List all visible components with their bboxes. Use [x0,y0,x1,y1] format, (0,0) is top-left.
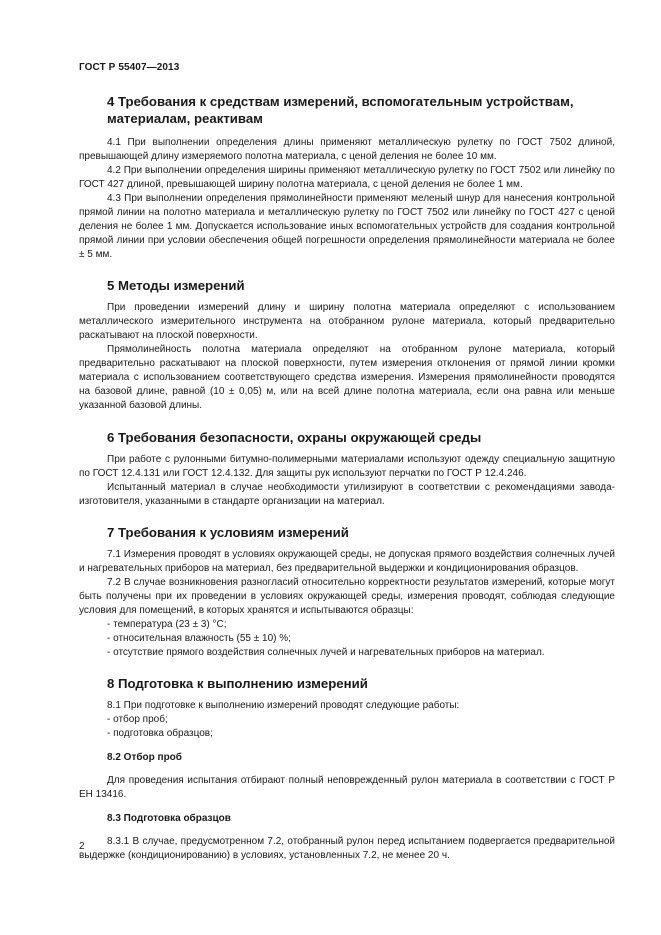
document-code: ГОСТ Р 55407—2013 [79,62,180,73]
page-number: 2 [79,841,85,852]
paragraph-8-3-1: 8.3.1 В случае, предусмотренном 7.2, отобранный рулон перед испытанием подвергается предварительной выдержке (кондиционированию) в условиях, установленных 7.2, не менее 20 ч. [79,836,615,861]
list-item-specimen-prep: - подготовка образцов; [107,728,213,739]
paragraph-6-2: Испытанный материал в случае необходимости утилизируют в соответствии с рекомендациями завода-изготовителя, указанными в стандарте организации на материал. [79,482,615,507]
list-item-sampling: - отбор проб; [107,714,168,725]
section-5-title: 5 Методы измерений [107,278,245,293]
paragraph-8-1: 8.1 При подготовке к выполнению измерений проводят следующие работы: [107,700,460,711]
section-4-title [79,93,615,127]
paragraph-8-2: Для проведения испытания отбирают полный неповрежденный рулон материала в соответствии с ГОСТ Р ЕН 13416. [79,775,615,800]
section-4-title-line2: материалам, реактивам [107,111,263,126]
section-6-title: 6 Требования безопасности, охраны окружающей среды [107,430,482,445]
list-item-temperature: - температура (23 ± 3) °C; [107,619,227,630]
paragraph-5-1: При проведении измерений длину и ширину полотна материала определяют с использованием металлического измерительного инструмента на отобранном рулоне материала, который предварительно раскатывают на плоской поверхности. [79,302,615,341]
paragraph-4-3: 4.3 При выполнении определения прямолинейности применяют меленый шнур для нанесения контрольной прямой линии на полотно материала и металлическую рулетку по ГОСТ 7502 или линейку по ГОСТ 427 с ценой деления не более 1 мм. Допускается использование иных вспомогательных устройств для создания контрольной прямой линии при условии обеспечения общей погрешности определения прямолинейности материала не более ± 5 мм. [79,193,615,260]
page-content [79,88,615,863]
list-item-no-direct-exposure: - отсутствие прямого воздействия солнечных лучей и нагревательных приборов на материал. [107,647,545,658]
paragraph-4-1: 4.1 При выполнении определения длины применяют металлическую рулетку по ГОСТ 7502 длиной, превышающей длину измеряемого полотна материала, с ценой деления не более 10 мм. [79,137,615,162]
section-4-title-line1: 4 Требования к средствам измерений, вспомогательным устройствам, [107,94,574,109]
list-item-humidity: - относительная влажность (55 ± 10) %; [107,633,291,644]
paragraph-5-2: Прямолинейность полотна материала определяют на отобранном рулоне материала, который предварительно раскатывают на плоской поверхности, путем измерения отклонения от прямой линии кромки материала с использованием соответствующего средства измерения. Измерения прямолинейности проводятся на базовой длине, равной (10 ± 0,05) м, или на всей длине полотна материала, если она равна или меньше указанной базовой длины. [79,344,615,411]
section-7-title: 7 Требования к условиям измерений [107,525,349,540]
paragraph-4-2: 4.2 При выполнении определения ширины применяют металлическую рулетку по ГОСТ 7502 или линейку по ГОСТ 427 длиной, превышающей ширину полотна материала, с ценой деления не более 1 мм. [79,165,615,190]
subsection-8-3-title: 8.3 Подготовка образцов [107,813,231,824]
paragraph-7-1: 7.1 Измерения проводят в условиях окружающей среды, не допуская прямого воздействия солнечных лучей и нагревательных приборов на материал, без предварительной выдержки и кондиционирования образцов. [79,549,615,574]
section-8-title: 8 Подготовка к выполнению измерений [107,676,368,691]
subsection-8-2-title: 8.2 Отбор проб [107,752,182,763]
paragraph-7-2: 7.2 В случае возникновения разногласий относительно корректности результатов измерений, которые могут быть получены при их проведении в условиях окружающей среды, измерения проводят, соблюдая следующие условия для помещений, в которых хранятся и испытываются образцы: [79,577,615,616]
paragraph-6-1: При работе с рулонными битумно-полимерными материалами используют одежду специальную защитную по ГОСТ 12.4.131 или ГОСТ 12.4.132. Для защиты рук используют перчатки по ГОСТ Р 12.4.246. [79,454,615,479]
